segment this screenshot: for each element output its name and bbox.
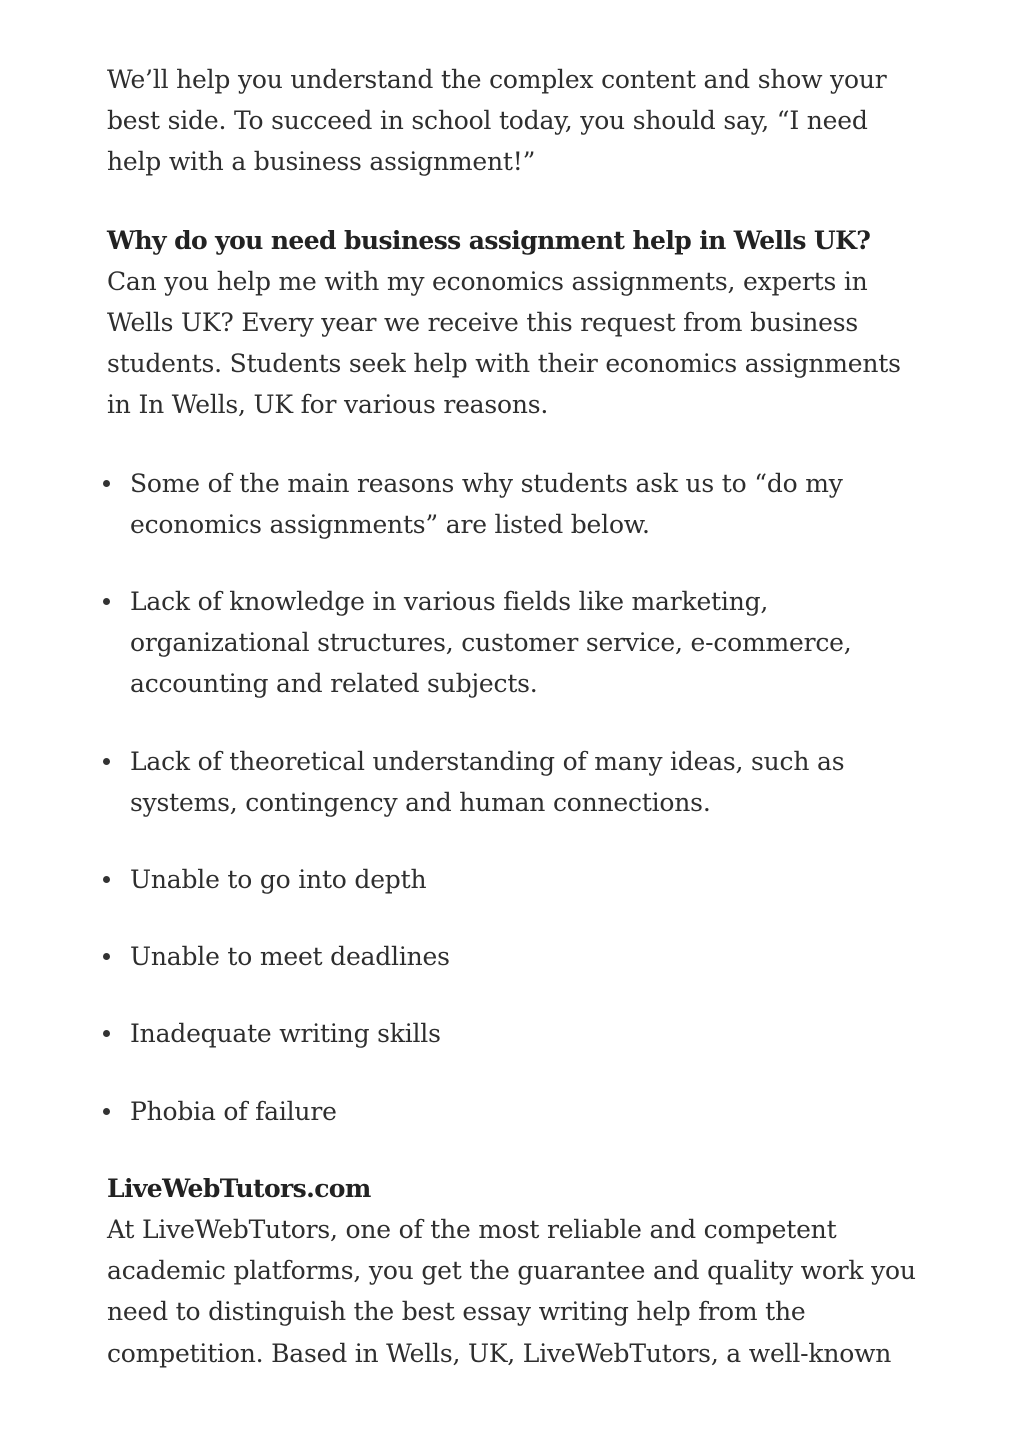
list-item: Lack of knowledge in various fields like marketing, organizational structures, customer service, e-commerce, accounting and related subjects.	[107, 581, 917, 705]
livewebtutors-paragraph: At LiveWebTutors, one of the most reliable and competent academic platforms, you get the guarantee and quality work you need to distinguish the best essay writing help from the competition. Based in Wells, UK, LiveWebTutors, a well-known	[107, 1215, 916, 1368]
reasons-list	[107, 463, 917, 1132]
list-item: Some of the main reasons why students ask us to “do my economics assignments” are listed below.	[107, 463, 917, 545]
list-item: Lack of theoretical understanding of many ideas, such as systems, contingency and human connections.	[107, 741, 917, 823]
document-page	[107, 59, 917, 1374]
livewebtutors-section	[107, 1168, 917, 1374]
why-heading: Why do you need business assignment help in Wells UK?	[107, 225, 871, 255]
list-item: Inadequate writing skills	[107, 1013, 917, 1054]
livewebtutors-heading: LiveWebTutors.com	[107, 1173, 371, 1203]
intro-paragraph: We’ll help you understand the complex content and show your best side. To succeed in school today, you should say, “I need help with a business assignment!”	[107, 65, 887, 177]
why-section	[107, 220, 917, 426]
list-item: Phobia of failure	[107, 1091, 917, 1132]
why-paragraph: Can you help me with my economics assignments, experts in Wells UK? Every year we receive this request from business students. Students seek help with their economics assignments in In Wells, UK for various reasons.	[107, 266, 901, 420]
list-item: Unable to meet deadlines	[107, 936, 917, 977]
list-item: Unable to go into depth	[107, 859, 917, 900]
